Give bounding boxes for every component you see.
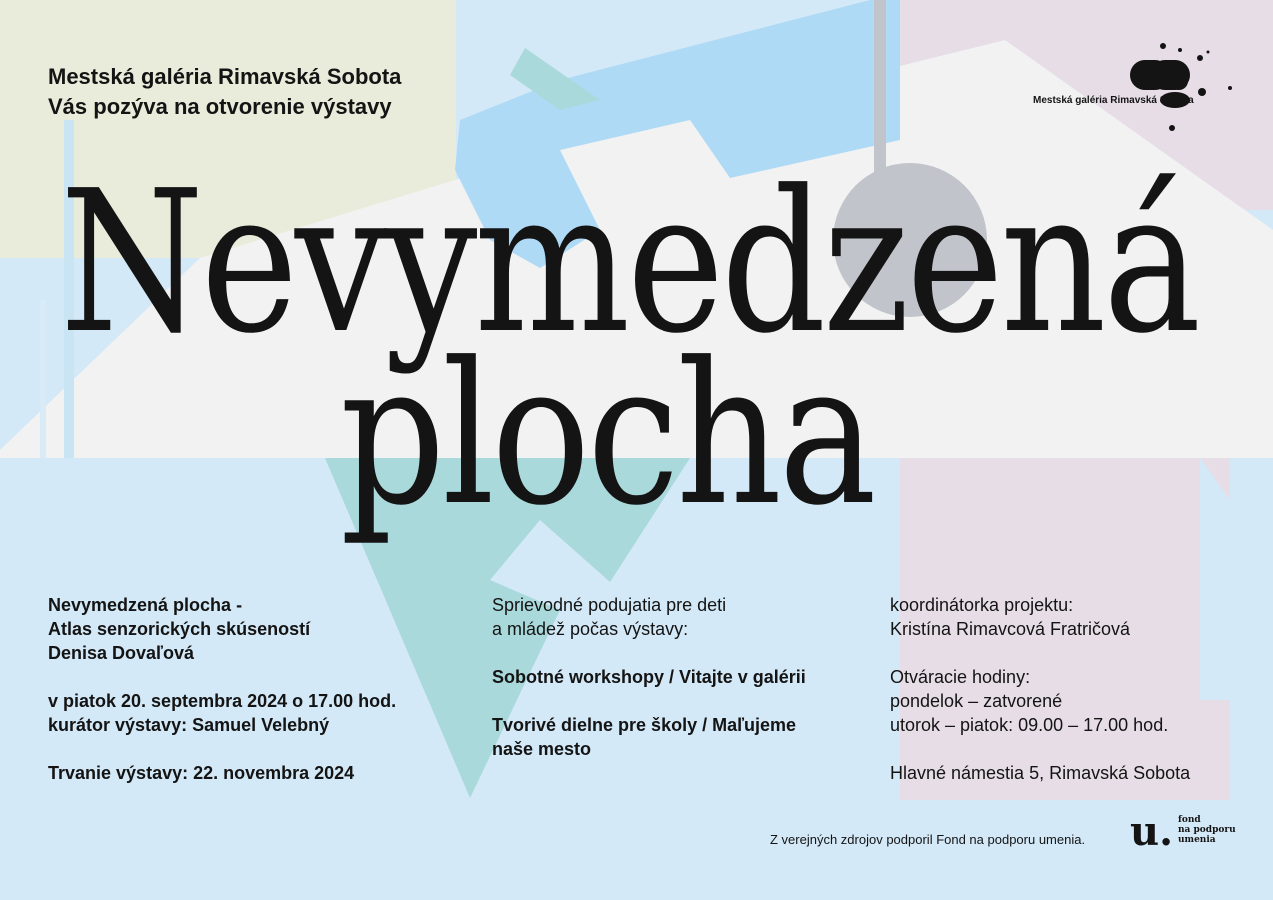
- vertical-line-left-2: [40, 300, 46, 458]
- address: Hlavné námestia 5, Rimavská Sobota: [890, 763, 1191, 783]
- opening-hours-label: Otváracie hodiny:: [890, 667, 1031, 687]
- exhibition-name: Nevymedzená plocha -: [48, 595, 243, 615]
- header-line-2: Vás pozýva na otvorenie výstavy: [48, 94, 392, 119]
- events-intro-1: Sprievodné podujatia pre deti: [492, 595, 727, 615]
- header-line-1: Mestská galéria Rimavská Sobota: [48, 64, 402, 89]
- exhibition-duration: Trvanie výstavy: 22. novembra 2024: [48, 763, 355, 783]
- accompanying-events: [492, 593, 806, 761]
- title-line-2: plocha: [340, 321, 874, 549]
- fpu-line-2: na podporu: [1178, 825, 1236, 835]
- opening-date: v piatok 20. septembra 2024 o 17.00 hod.: [48, 691, 397, 711]
- logo-text: Mestská galéria Rimavská Sobota: [1033, 95, 1194, 106]
- support-statement: Z verejných zdrojov podporil Fond na podporu umenia.: [770, 832, 1086, 847]
- gallery-logo: [1030, 40, 1240, 140]
- event-school-workshops-2: naše mesto: [492, 739, 592, 759]
- fpu-line-3: umenia: [1178, 835, 1216, 845]
- grey-rod: [874, 0, 886, 172]
- practical-info: [890, 593, 1190, 785]
- artist-name: Denisa Dovaľová: [48, 643, 194, 663]
- exhibition-info: [48, 593, 396, 785]
- coordinator-name: Kristína Rimavcová Fratričová: [890, 619, 1131, 639]
- header: [48, 62, 401, 122]
- opening-hours-monday: pondelok – zatvorené: [890, 691, 1063, 711]
- curator: kurátor výstavy: Samuel Velebný: [48, 715, 330, 735]
- coordinator-label: koordinátorka projektu:: [890, 595, 1074, 615]
- fpu-logo-mark: u.: [1130, 808, 1174, 855]
- fpu-line-1: fond: [1178, 815, 1201, 825]
- events-intro-2: a mládež počas výstavy:: [492, 619, 689, 639]
- fpu-logo-text: [1178, 815, 1236, 845]
- opening-hours-weekdays: utorok – piatok: 09.00 – 17.00 hod.: [890, 715, 1169, 735]
- event-workshops: Sobotné workshopy / Vitajte v galérii: [492, 667, 806, 687]
- title-line-1: Nevymedzená: [60, 149, 1198, 377]
- pink-notch: [1200, 458, 1230, 700]
- exhibition-subtitle: Atlas senzorických skúseností: [48, 619, 311, 639]
- event-school-workshops-1: Tvorivé dielne pre školy / Maľujeme: [492, 715, 797, 735]
